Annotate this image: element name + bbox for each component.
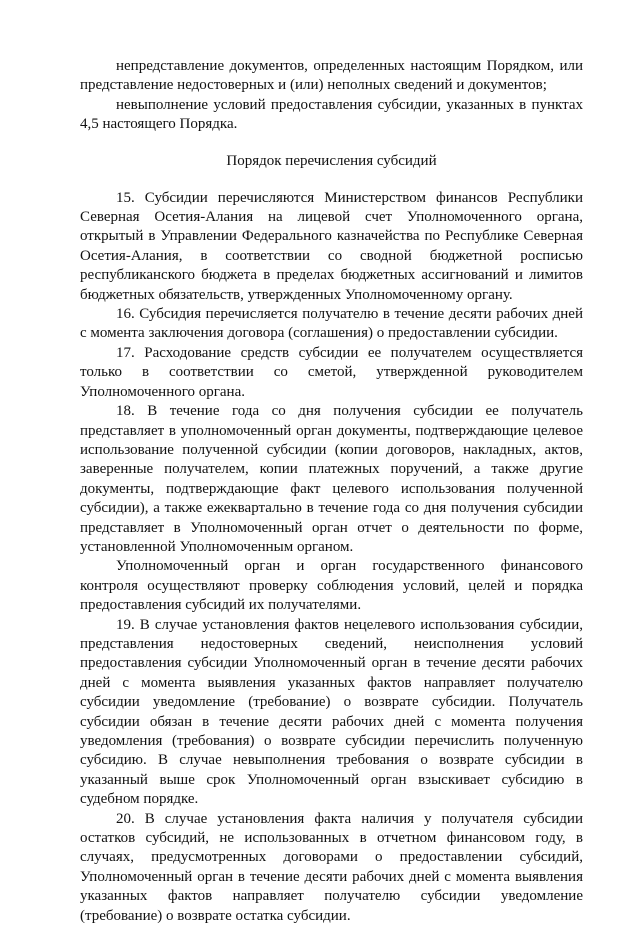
document-page	[80, 57, 583, 926]
section-title: Порядок перечисления субсидий	[226, 152, 437, 169]
paragraph-control: Уполномоченный орган и орган государственного финансового контроля осуществляют проверку соблюдения условий, целей и порядка предоставления субсидий их получателями.	[80, 558, 583, 614]
intro-paragraph-2: невыполнение условий предоставления субсидии, указанных в пунктах 4,5 настоящего Порядка.	[80, 96, 583, 133]
paragraph-15: 15. Субсидии перечисляются Министерством финансов Республики Северная Осетия-Алания на лицевой счет Уполномоченного органа, открытый в Управлении Федерального казначейства по Республике Северная Осетия-Алания, в соответствии со сводной бюджетной росписью республиканского бюджета в пределах бюджетных ассигнований и лимитов бюджетных обязательств, утвержденных Уполномоченному органу.	[80, 189, 583, 303]
paragraph-20: 20. В случае установления факта наличия у получателя субсидии остатков субсидий, не использованных в отчетном финансовом году, в случаях, предусмотренных договорами о предоставлении субсидий, Уполномоченный орган в течение десяти рабочих дней с момента выявления указанных фактов направляет получателю субсидии уведомление (требование) о возврате остатка субсидии.	[80, 810, 583, 924]
paragraph-16: 16. Субсидия перечисляется получателю в течение десяти рабочих дней с момента заключения договора (соглашения) о предоставлении субсидии.	[80, 306, 583, 342]
paragraph-17: 17. Расходование средств субсидии ее получателем осуществляется только в соответствии со сметой, утвержденной руководителем Уполномоченного органа.	[80, 344, 583, 400]
paragraph-18: 18. В течение года со дня получения субсидии ее получатель представляет в уполномоченный орган документы, подтверждающие целевое использование полученной субсидии (копии договоров, накладных, актов, заверенные получателем, копии платежных поручений, а также другие документы, подтверждающие факт целевого использования полученной субсидии), а также ежеквартально в течение года со дня получения субсидии представляет в Уполномоченный орган отчет о деятельности по форме, установленной Уполномоченным органом.	[80, 403, 583, 555]
intro-paragraph-1: непредставление документов, определенных настоящим Порядком, или представление недостоверных и (или) неполных сведений и документов;	[80, 58, 583, 94]
paragraph-19: 19. В случае установления фактов нецелевого использования субсидии, представления недостоверных сведений, неисполнения условий предоставления субсидии Уполномоченный орган в течение десяти рабочих дней с момента выявления указанных фактов направляет получателю субсидии уведомление (требование) о возврате субсидии. Получатель субсидии обязан в течение десяти рабочих дней с момента получения уведомления (требования) о возврате субсидии перечислить полученную субсидию. В случае невыполнения требования о возврате субсидии в указанный выше срок Уполномоченный орган взыскивает субсидию в судебном порядке.	[80, 616, 583, 808]
